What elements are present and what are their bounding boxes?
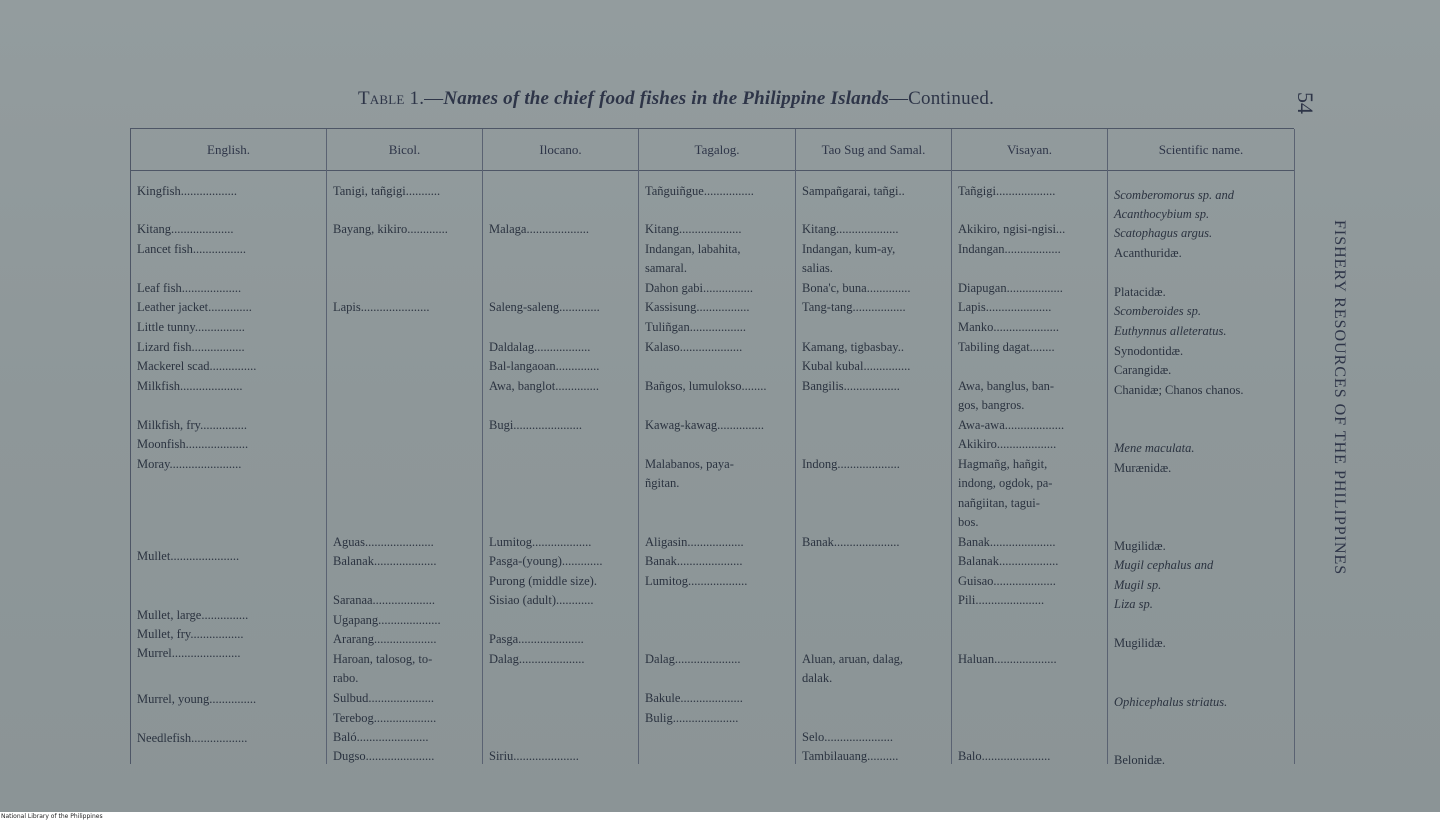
table-cell: Indangan, labahita,: [645, 242, 741, 256]
column-tao-sug-samal: [796, 129, 952, 764]
table-cell: Malabanos, paya-: [645, 457, 734, 471]
table-cell: Lumitog...................: [645, 574, 748, 588]
footer-credit: National Library of the Philippines: [0, 812, 1440, 821]
table-cell: Akikiro, ngisi-ngisi...: [958, 222, 1066, 236]
table-cell: Bal-langaoan..............: [489, 359, 600, 373]
table-cell: Scomberomorus sp. and: [1114, 188, 1235, 202]
table-cell: Euthynnus alleteratus.: [1114, 324, 1227, 338]
table-cell: Mugilidæ.: [1114, 636, 1166, 650]
table-cell: Acanthocybium sp.: [1114, 207, 1210, 221]
table-cell: Kitang....................: [137, 222, 234, 236]
table-cell: Banak.....................: [645, 554, 743, 568]
column-header: English.: [131, 129, 326, 171]
table-cell: Scatophagus argus.: [1114, 226, 1213, 240]
table-cell: Dalag.....................: [645, 652, 741, 666]
column-english: [131, 129, 327, 764]
table-cell: Indong....................: [802, 457, 900, 471]
table-cell: Mackerel scad...............: [137, 359, 257, 373]
table-cell: Malaga....................: [489, 222, 589, 236]
table-cell: Purong (middle size).: [489, 574, 597, 588]
table-cell: Mugilidæ.: [1114, 539, 1166, 553]
table-cell: Tañgigi...................: [958, 184, 1056, 198]
table-cell: Tañguiñgue................: [645, 184, 754, 198]
table-cell: dalak.: [802, 671, 833, 685]
page-number: 54: [1293, 92, 1318, 114]
table-cell: Tabiling dagat........: [958, 340, 1055, 354]
table-cell: Needlefish..................: [137, 731, 248, 745]
table-cell: Sampañgarai, tañgi..: [802, 184, 905, 198]
table-cell: Sisiao (adult)............: [489, 593, 594, 607]
table-cell: Acanthuridæ.: [1114, 246, 1182, 260]
table-cell: gos, bangros.: [958, 398, 1025, 412]
table-cell: Awa, banglot..............: [489, 379, 599, 393]
column-visayan: [952, 129, 1108, 764]
table-cell: Kawag-kawag...............: [645, 418, 765, 432]
column-header: Bicol.: [327, 129, 482, 171]
column-bicol: [327, 129, 483, 764]
table-cell: Moonfish....................: [137, 437, 249, 451]
table-cell: Lapis......................: [333, 300, 430, 314]
table-cell: Murrel, young...............: [137, 692, 257, 706]
table-cell: salias.: [802, 261, 833, 275]
table-cell: Mullet, large...............: [137, 608, 249, 622]
table-cell: Pasga-(young).............: [489, 554, 603, 568]
table-cell: Banak.....................: [958, 535, 1056, 549]
table-cell: Aluan, aruan, dalag,: [802, 652, 904, 666]
table-cell: Tanigi, tañgigi...........: [333, 184, 441, 198]
table-cell: Bañgos, lumulokso........: [645, 379, 767, 393]
fish-names-table: [130, 128, 1294, 767]
table-cell: Dugso......................: [333, 749, 435, 763]
table-cell: Lumitog...................: [489, 535, 592, 549]
table-cell: Dahon gabi................: [645, 281, 753, 295]
table-cell: Balanak...................: [958, 554, 1059, 568]
table-cell: Lapis.....................: [958, 300, 1052, 314]
table-cell: Little tunny................: [137, 320, 245, 334]
column-header: Scientific name.: [1108, 129, 1294, 171]
table-cell: Selo......................: [802, 730, 893, 744]
table-cell: Banak.....................: [802, 535, 900, 549]
column-header: Visayan.: [952, 129, 1107, 171]
table-cell: Manko.....................: [958, 320, 1060, 334]
table-cell: Platacidæ.: [1114, 285, 1166, 299]
table-cell: Mullet......................: [137, 549, 240, 563]
table-cell: Mene maculata.: [1114, 441, 1195, 455]
table-cell: Lancet fish.................: [137, 242, 247, 256]
table-cell: Kassisung.................: [645, 300, 750, 314]
table-cell: Ugapang....................: [333, 613, 441, 627]
table-cell: Pili......................: [958, 593, 1045, 607]
table-cell: Pasga.....................: [489, 632, 584, 646]
table-cell: Bakule....................: [645, 691, 743, 705]
table-cell: Liza sp.: [1114, 597, 1153, 611]
table-cell: Leaf fish...................: [137, 281, 242, 295]
table-cell: Aguas......................: [333, 535, 434, 549]
title-suffix: —Continued.: [888, 88, 995, 109]
table-cell: Diapugan..................: [958, 281, 1063, 295]
column-header: Tao Sug and Samal.: [796, 129, 951, 171]
table-cell: Bangilis..................: [802, 379, 900, 393]
table-cell: Belonidæ.: [1114, 753, 1166, 767]
table-cell: Chanidæ; Chanos chanos.: [1114, 383, 1244, 397]
table-cell: Kitang....................: [645, 222, 742, 236]
table-cell: Ararang....................: [333, 632, 437, 646]
table-cell: Baló.......................: [333, 730, 429, 744]
table-cell: Mullet, fry.................: [137, 627, 244, 641]
table-cell: Indangan, kum-ay,: [802, 242, 896, 256]
table-cell: Terebog....................: [333, 711, 437, 725]
table-cell: ñgitan.: [645, 476, 680, 490]
table-cell: Milkfish, fry...............: [137, 418, 247, 432]
table-cell: Guisao....................: [958, 574, 1056, 588]
table-cell: Kalaso....................: [645, 340, 743, 354]
table-cell: Hagmañg, hañgit,: [958, 457, 1048, 471]
column-scientific-name: [1108, 129, 1295, 767]
table-cell: Indangan..................: [958, 242, 1061, 256]
table-cell: Bulig.....................: [645, 711, 739, 725]
table-cell: Mugil sp.: [1114, 578, 1162, 592]
table-cell: Kubal kubal...............: [802, 359, 911, 373]
table-cell: Dalag.....................: [489, 652, 585, 666]
column-header: Ilocano.: [483, 129, 638, 171]
table-cell: bos.: [958, 515, 979, 529]
table-cell: Tambilauang..........: [802, 749, 899, 763]
table-cell: Kitang....................: [802, 222, 899, 236]
table-cell: rabo.: [333, 671, 359, 685]
table-title: [358, 88, 1118, 110]
table-cell: Akikiro...................: [958, 437, 1057, 451]
column-header: Tagalog.: [639, 129, 795, 171]
table-cell: Haroan, talosog, to-: [333, 652, 433, 666]
table-cell: Scomberoides sp.: [1114, 304, 1202, 318]
table-cell: Aligasin..................: [645, 535, 744, 549]
table-cell: indong, ogdok, pa-: [958, 476, 1053, 490]
table-cell: Moray.......................: [137, 457, 242, 471]
table-cell: Bugi......................: [489, 418, 583, 432]
table-cell: Saleng-saleng.............: [489, 300, 600, 314]
table-cell: Tuliñgan..................: [645, 320, 746, 334]
table-cell: Sulbud.....................: [333, 691, 435, 705]
table-cell: Bayang, kikiro.............: [333, 222, 448, 236]
table-cell: Haluan....................: [958, 652, 1057, 666]
table-cell: Saranaa....................: [333, 593, 436, 607]
table-cell: Carangidæ.: [1114, 363, 1172, 377]
table-cell: Daldalag..................: [489, 340, 591, 354]
table-cell: Siriu.....................: [489, 749, 579, 763]
table-cell: Balanak....................: [333, 554, 437, 568]
running-head: FISHERY RESOURCES OF THE PHILIPPINES: [1331, 220, 1348, 576]
table-cell: Synodontidæ.: [1114, 344, 1184, 358]
table-cell: Tang-tang.................: [802, 300, 906, 314]
table-cell: Lizard fish.................: [137, 340, 245, 354]
table-cell: Awa, banglus, ban-: [958, 379, 1055, 393]
table-cell: Murænidæ.: [1114, 461, 1172, 475]
table-cell: Kamang, tigbasbay..: [802, 340, 904, 354]
table-cell: Leather jacket..............: [137, 300, 252, 314]
column-ilocano: [483, 129, 639, 764]
table-cell: Bona'c, buna..............: [802, 281, 911, 295]
table-cell: Mugil cephalus and: [1114, 558, 1214, 572]
table-cell: nañgiitan, tagui-: [958, 496, 1040, 510]
table-cell: samaral.: [645, 261, 687, 275]
table-cell: Awa-awa...................: [958, 418, 1065, 432]
table-cell: Milkfish....................: [137, 379, 243, 393]
table-cell: Ophicephalus striatus.: [1114, 695, 1228, 709]
title-italic: Names of the chief food fishes in the Philippine Islands: [443, 88, 889, 109]
column-tagalog: [639, 129, 796, 764]
table-cell: Balo......................: [958, 749, 1051, 763]
table-cell: Murrel......................: [137, 646, 241, 660]
title-prefix: Table 1.—: [358, 88, 444, 109]
table-cell: Kingfish..................: [137, 184, 237, 198]
